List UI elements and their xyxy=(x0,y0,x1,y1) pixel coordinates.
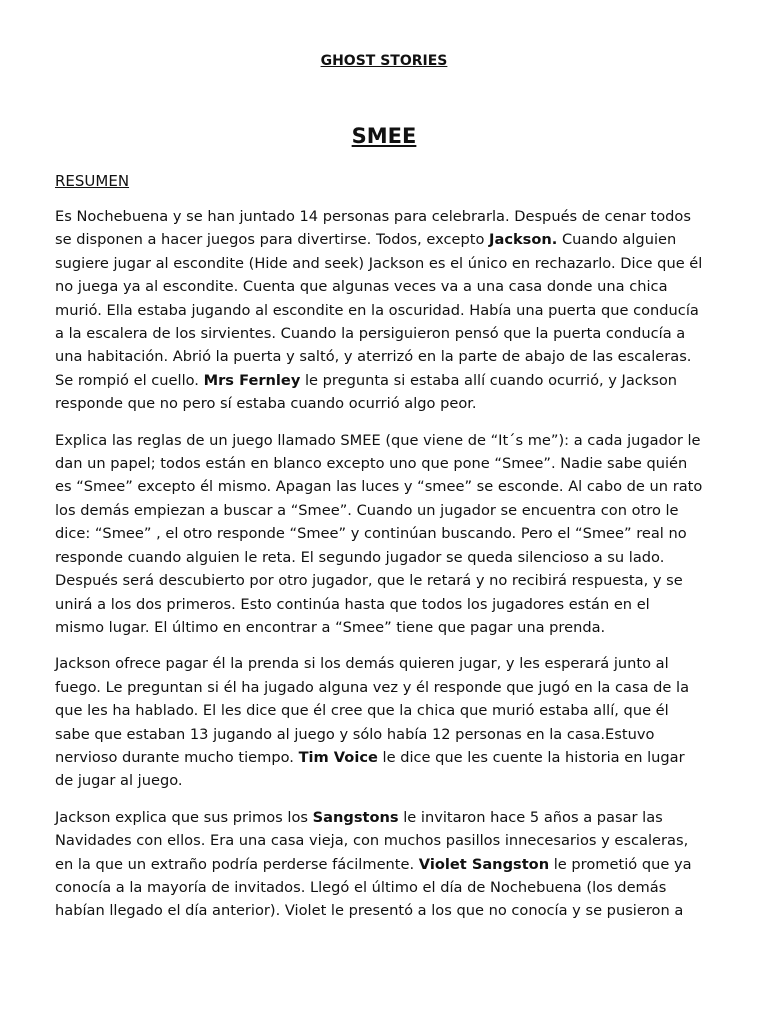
paragraph-4 xyxy=(55,806,703,923)
bold-name: Tim Voice xyxy=(298,748,378,766)
body-text xyxy=(55,205,703,936)
section-heading: RESUMEN xyxy=(55,172,130,190)
story-title: SMEE xyxy=(351,124,417,148)
text-run: Explica las reglas de un juego llamado SMEE (que viene de “It´s me”): a cada jugador le dan un papel; todos están en blanco excepto uno que pone “Smee”. Nadie sabe quién es “Smee” excepto él mismo. Apagan las luces y “smee” se esconde. Al cabo de un rato los demás empiezan a buscar a “Smee”. Cuando un jugador se encuentra con otro le dice: “Smee” , el otro responde “Smee” y continúan buscando. Pero el “Smee” real no responde cuando alguien le reta. El segundo jugador se queda silencioso a su lado. Después será descubierto por otro jugador, que le retará y no recibirá respuesta, y se unirá a los dos primeros. Esto continúa hasta que todos los jugadores están en el mismo lugar. El último en encontrar a “Smee” tiene que pagar una prenda. xyxy=(55,431,703,636)
series-title: GHOST STORIES xyxy=(320,53,448,69)
text-run: Jackson ofrece pagar él la prenda si los demás quieren jugar, y les esperará junto al fuego. Le preguntan si él ha jugado alguna vez y él responde que jugó en la casa de la que les ha hablado. El les dice que él cree que la chica que murió estaba allí, que él sabe que estaban 13 jugando al juego y sólo había 12 personas en la casa.Estuvo nervioso durante mucho tiempo. xyxy=(55,655,690,766)
text-run: le dice que les cuente la historia en lugar de jugar al juego. xyxy=(55,748,685,790)
paragraph-2 xyxy=(55,429,703,640)
bold-name: Violet Sangston xyxy=(418,855,550,873)
text-run: Cuando alguien sugiere jugar al escondite (Hide and seek) Jackson es el único en rechazarlo. Dice que él no juega ya al escondite. Cuenta que algunas veces va a una casa donde una chica murió. Ella estaba jugando al escondite en la oscuridad. Había una puerta que conducía a la escalera de los sirvientes. Cuando la persiguieron pensó que la puerta conducía a una habitación. Abrió la puerta y saltó, y aterrizó en la parte de abajo de las escaleras. Se rompió el cuello. xyxy=(55,231,703,389)
bold-name: Sangstons xyxy=(312,808,399,826)
paragraph-1 xyxy=(55,205,703,416)
text-run: le pregunta si estaba allí cuando ocurrió, y Jackson responde que no pero sí estaba cuando ocurrió algo peor. xyxy=(55,371,678,413)
text-run: le invitaron hace 5 años a pasar las Navidades con ellos. Era una casa vieja, con muchos pasillos innecesarios y escaleras, en la que un extraño podría perderse fácilmente. xyxy=(55,808,689,873)
text-run: Jackson explica que sus primos los xyxy=(55,808,313,826)
bold-name: Mrs Fernley xyxy=(203,371,301,389)
bold-name: Jackson. xyxy=(489,231,558,249)
text-run: Es Nochebuena y se han juntado 14 personas para celebrarla. Después de cenar todos se disponen a hacer juegos para divertirse. Todos, excepto xyxy=(55,208,691,249)
text-run: le prometió que ya conocía a la mayoría de invitados. Llegó el último el día de Nochebuena (los demás habían llegado el día anterior). Violet le presentó a los que no conocía y se pusieron a xyxy=(55,855,692,920)
paragraph-3 xyxy=(55,652,703,792)
